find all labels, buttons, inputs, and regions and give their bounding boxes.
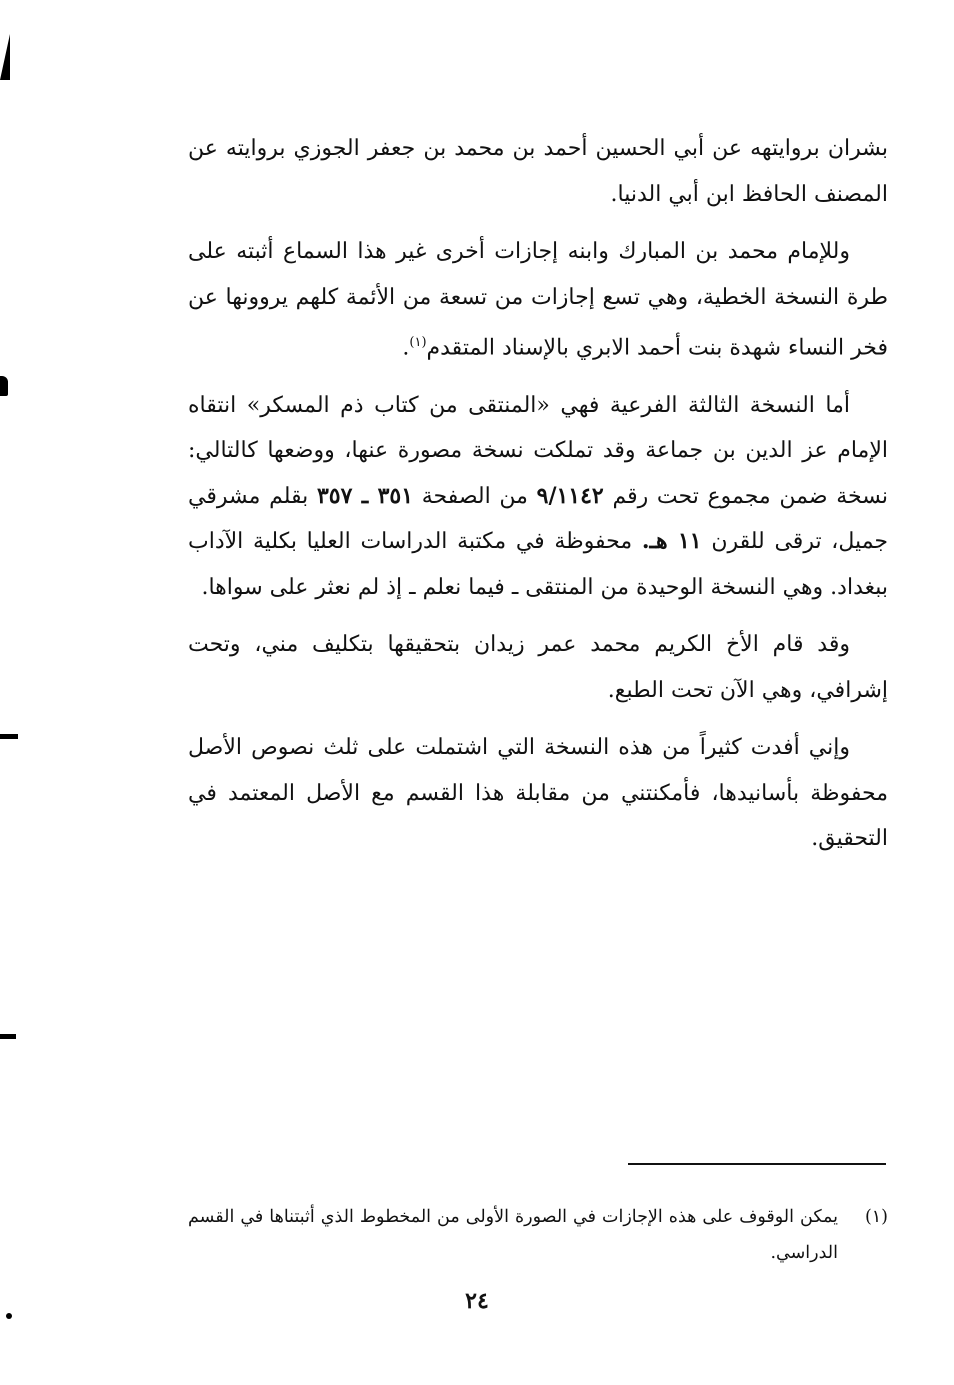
paragraph-text: محفوظة في مكتبة الدراسات العليا بكلية الآداب ببغداد. وهي النسخة الوحيدة من المنتقى ـ فيما نعلم ـ إذ لم نعثر على سواها.	[188, 529, 888, 600]
footnote-divider	[628, 1163, 886, 1165]
scan-edge-mark	[0, 376, 8, 396]
paragraph-1	[188, 126, 888, 217]
scan-edge-mark	[0, 734, 18, 739]
paragraph-text: وإني أفدت كثيراً من هذه النسخة التي اشتملت على ثلث نصوص الأصل محفوظة بأسانيدها، فأمكنتني من مقابلة هذا القسم مع الأصل المعتمد في التحقيق.	[188, 735, 888, 852]
page-number: ٢٤	[465, 1288, 489, 1314]
paragraph-end: .	[402, 335, 410, 361]
paragraph-3	[188, 383, 888, 611]
paragraph-text: بقلم مشرقي جميل، ترقى للقرن	[188, 483, 889, 555]
body-text	[188, 126, 888, 874]
footnote-marker: (١)	[864, 1207, 888, 1227]
paragraph-5	[188, 725, 888, 862]
paragraph-4	[188, 622, 888, 713]
century-label: ١١ هـ.	[641, 528, 702, 555]
scan-edge-mark	[0, 34, 10, 80]
footnote-text: يمكن الوقوف على هذه الإجازات في الصورة الأولى من المخطوط الذي أثبتناها في القسم الدراسي.	[188, 1207, 838, 1263]
page-range: ٣٥١ ـ ٣٥٧	[316, 482, 414, 509]
footnote-reference[interactable]: (١)	[409, 335, 427, 350]
paragraph-text: بشران بروايتهه عن أبي الحسين أحمد بن محمد بن جعفر الجوزي بروايته عن المصنف الحافظ ابن أبي الدنيا.	[188, 136, 888, 207]
paragraph-2	[188, 229, 888, 371]
paragraph-text: وقد قام الأخ الكريم محمد عمر زيدان بتحقيقها بتكليف مني، وتحت إشرافي، وهي الآن تحت الطبع.	[188, 632, 888, 703]
paragraph-text: أما النسخة الثالثة الفرعية فهي «المنتقى من كتاب ذم المسكر» انتقاه الإمام عز الدين بن جماعة وقد تملكت نسخة مصورة عنها، ووضعها كالتالي: نسخة ضمن مجموع تحت رقم	[188, 392, 888, 509]
paragraph-text: من الصفحة	[421, 483, 528, 509]
paragraph-text: وللإمام محمد بن المبارك وابنه إجازات أخرى غير هذا السماع أثبته على طرة النسخة الخطية، وهي تسع إجازات من تسعة من الأئمة كلهم يروونها عن فخر النساء شهدة بنت أحمد الابري بالإسناد المتقدم	[188, 239, 888, 361]
footnote	[188, 1199, 888, 1271]
scan-edge-mark	[0, 1034, 16, 1039]
manuscript-number: ٩/١١٤٢	[536, 482, 604, 509]
